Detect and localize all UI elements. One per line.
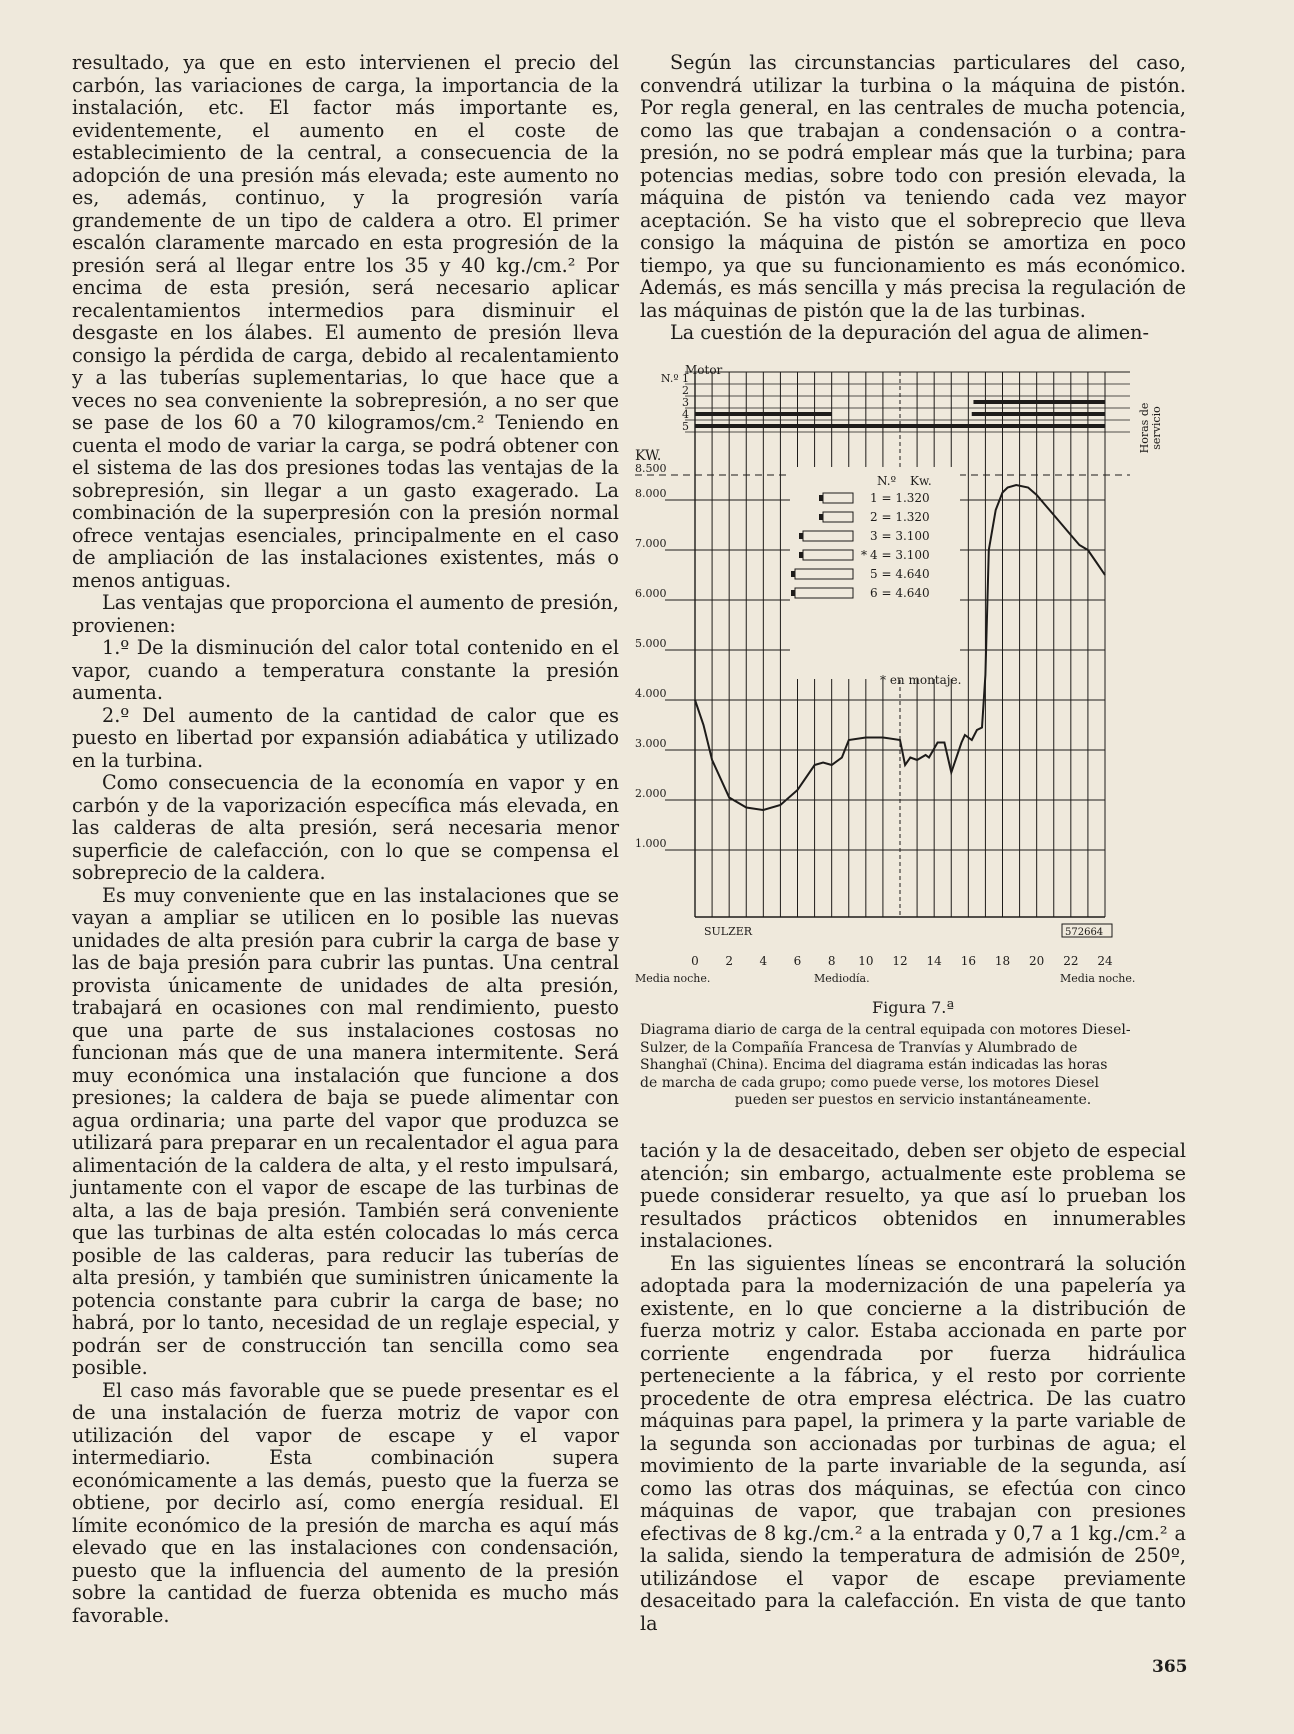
x-tick-label: 8 xyxy=(827,954,836,968)
motor-number-label: 3 xyxy=(682,396,689,409)
motor-number-label: 2 xyxy=(682,384,689,397)
legend-item: 3 = 3.100 xyxy=(870,529,930,543)
right-column-bottom xyxy=(640,1140,1186,1635)
legend-item: 4 = 3.100 xyxy=(870,548,930,562)
caption-line: Sulzer, de la Compañía Francesa de Tranvías y Alumbrado de xyxy=(640,1039,1078,1056)
x-tick-label: 24 xyxy=(1097,954,1113,968)
left-column xyxy=(72,52,619,1627)
x-tick-label: 6 xyxy=(793,954,802,968)
x-tick-label: 16 xyxy=(960,954,976,968)
legend-item: 6 = 4.640 xyxy=(870,586,930,600)
engine-symbol-flywheel xyxy=(799,533,803,539)
x-tick-label: 12 xyxy=(892,954,908,968)
legend-item: 1 = 1.320 xyxy=(870,491,930,505)
legend-note: * en montaje. xyxy=(880,673,962,687)
y-tick-label: 6.000 xyxy=(635,587,667,600)
paragraph: Según las circunstancias particulares del caso, convendrá utilizar la turbina o la máquina de pistón. Por regla general, en las centrales de mucha potencia, como las que trabajan a condensación o a contra-presión, no se podrá emplear más que la turbina; para potencias medias, sobre todo con presión elevada, la máquina de pistón va teniendo cada vez mayor aceptación. Se ha visto que el sobreprecio que lleva consigo la máquina de pistón se amortiza en poco tiempo, ya que su funcionamiento es más económico. Además, es más sencilla y más precisa la regulación de las máquinas de pistón que la de las turbinas. xyxy=(640,51,1186,322)
service-bar xyxy=(695,412,832,416)
paragraph: La cuestión de la depuración del agua de alimen- xyxy=(670,321,1149,344)
y-tick-label: 8.500 xyxy=(635,462,667,475)
engine-symbol-flywheel xyxy=(791,590,795,596)
paragraph: resultado, ya que en esto intervienen el precio del carbón, las variaciones de carga, la importancia de la instalación, etc. El factor más importante es, evidentemente, el aumento en el coste de establecimiento de la central, a consecuencia de la adopción de una presión más elevada; este aumento no es, además, continuo, y la progresión varía grandemente de un tipo de caldera a otro. El primer escalón claramente marcado en esta progresión de la presión será al llegar entre los 35 y 40 kg./cm.² Por encima de esta presión, será necesario aplicar recalentamientos intermedios para disminuir el desgaste en los álabes. El aumento de presión lleva consigo la pérdida de carga, debido al recalentamiento y a las tuberías suplementarias, lo que hace que a veces no sea conveniente la sobrepresión, a no ser que se pase de los 60 a 70 kilogramos/cm.² Teniendo en cuenta el modo de variar la carga, se podrá obtener con el sistema de las dos presiones todas las ventajas de la sobrepresión, sin llegar a un gasto exagerado. La combinación de la superpresión con la presión normal ofrece ventajas esenciales, principalmente en el caso de ampliación de las instalaciones existentes, más o menos antiguas. xyxy=(72,51,619,592)
engine-symbol-flywheel xyxy=(819,514,823,520)
paragraph: tación y la de desaceitado, deben ser objeto de especial atención; sin embargo, actualmente este problema se puede considerar resuelto, ya que así lo prueban los resultados prácticos obtenidos en innumerables instalaciones. xyxy=(640,1139,1186,1252)
y-tick-label: 5.000 xyxy=(635,637,667,650)
y-tick-label: 8.000 xyxy=(635,487,667,500)
hours-label-1: Horas de xyxy=(1138,402,1151,454)
legend-item: 2 = 1.320 xyxy=(870,510,930,524)
motor-legend xyxy=(790,467,961,687)
y-tick-label: 2.000 xyxy=(635,787,667,800)
caption-line: Shanghaï (China). Encima del diagrama están indicadas las horas xyxy=(640,1057,1108,1073)
paragraph: Como consecuencia de la economía en vapor y en carbón y de la vaporización específica más elevada, en las calderas de alta presión, será necesaria menor superficie de calefacción, con lo que se compensa el sobreprecio de la caldera. xyxy=(72,771,619,884)
hours-label-2: servicio xyxy=(1150,406,1163,450)
hours-label xyxy=(1138,403,1163,454)
y-tick-label: 7.000 xyxy=(635,537,667,550)
caption-line: Diagrama diario de carga de la central equipada con motores Diesel- xyxy=(640,1022,1131,1038)
motor-number-label: 5 xyxy=(682,420,689,433)
x-tick-label: 22 xyxy=(1063,954,1079,968)
legend-header-kw: Kw. xyxy=(910,474,932,488)
motor-number-labels xyxy=(661,372,689,433)
brand-label: SULZER xyxy=(704,925,753,938)
x-label-center: Mediodía. xyxy=(814,972,870,985)
load-diagram-chart xyxy=(635,362,1186,994)
x-label-left: Media noche. xyxy=(635,972,711,985)
engine-symbol-flywheel xyxy=(799,552,803,558)
x-tick-label: 4 xyxy=(759,954,768,968)
y-tick-label: 3.000 xyxy=(635,737,667,750)
service-bar xyxy=(695,424,1105,428)
paragraph: Las ventajas que proporciona el aumento de presión, provienen: xyxy=(72,591,619,637)
caption-line: pueden ser puestos en servicio instantáneamente. xyxy=(734,1092,1092,1108)
ref-number: 572664 xyxy=(1065,927,1104,938)
x-label-right: Media noche. xyxy=(1060,972,1136,985)
engine-symbol-flywheel xyxy=(819,495,823,501)
engine-symbol-flywheel xyxy=(791,571,795,577)
figure-caption xyxy=(640,1022,1186,1110)
caption-line: de marcha de cada grupo; como puede verse, los motores Diesel xyxy=(640,1074,1100,1091)
paragraph: 1.º De la disminución del calor total contenido en el vapor, cuando a temperatura constante la presión aumenta. xyxy=(72,636,619,704)
legend-mark: * xyxy=(861,548,867,562)
legend-item: 5 = 4.640 xyxy=(870,567,930,581)
x-tick-label: 2 xyxy=(725,954,733,968)
motor-label: Motor xyxy=(685,363,723,377)
x-tick-label: 10 xyxy=(858,954,874,968)
x-tick-label: 18 xyxy=(994,954,1011,968)
y-tick-label: 4.000 xyxy=(635,687,667,700)
right-column-top xyxy=(640,52,1186,345)
x-tick-label: 0 xyxy=(691,954,699,968)
x-tick-label: 20 xyxy=(1029,954,1045,968)
page-number: 365 xyxy=(1152,1657,1188,1677)
paragraph: En las siguientes líneas se encontrará la solución adoptada para la modernización de una papelería ya existente, en lo que concierne a la distribución de fuerza motriz y calor. Estaba accionada en parte por corriente engendrada por fuerza hidráulica perteneciente a la fábrica, y el resto por corriente procedente de otra empresa eléctrica. De las cuatro máquinas para papel, la primera y la parte variable de la segunda son accionadas por turbinas de agua; el movimiento de la parte invariable de la segunda, así como las otras dos máquinas, se efectúa con cinco máquinas de vapor, que trabajan con presiones efectivas de 8 kg./cm.² a la entrada y 0,7 a 1 kg./cm.² a la salida, siendo la temperatura de admisión de 250º, utilizándose el vapor de escape previamente desaceitado para la calefacción. En vista de que tanto la xyxy=(640,1251,1186,1635)
legend-header-no: N.º xyxy=(877,474,897,488)
paragraph: 2.º Del aumento de la cantidad de calor que es puesto en libertad por expansión adiabática y utilizado en la turbina. xyxy=(72,703,619,772)
motor-number-label: 4 xyxy=(682,408,689,421)
paragraph: El caso más favorable que se puede presentar es el de una instalación de fuerza motriz de vapor con utilización del vapor de escape y el vapor intermediario. Esta combinación supera económicamente a las demás, puesto que la fuerza se obtiene, por decirlo así, como energía residual. El límite económico de la presión de marcha es aquí más elevado que en las instalaciones con condensación, puesto que la influencia del aumento de la presión sobre la cantidad de fuerza obtenida es mucho más favorable. xyxy=(72,1378,619,1627)
y-tick-label: 1.000 xyxy=(635,837,667,850)
figure-7 xyxy=(635,362,1186,1122)
motor-number-label: N.º 1 xyxy=(660,372,689,385)
service-bar xyxy=(972,412,1105,416)
kw-label: KW. xyxy=(635,448,662,464)
service-bar xyxy=(973,400,1105,404)
x-tick-label: 14 xyxy=(926,954,942,968)
figure-title: Figura 7.ª xyxy=(872,998,954,1017)
paragraph: Es muy conveniente que en las instalaciones que se vayan a ampliar se utilicen en lo posible las nuevas unidades de alta presión para cubrir la carga de base y las de baja presión para cubrir las puntas. Una central provista únicamente de unidades de alta presión, trabajará en ocasiones con mal rendimiento, puesto que una parte de sus instalaciones costosas no funcionan más que de una manera intermitente. Será muy económica una instalación que funcione a dos presiones; la caldera de baja se puede alimentar con agua ordinaria; una parte del vapor que produzca se utilizará para preparar en un recalentador el agua para alimentación de la caldera de alta, y el resto impulsará, juntamente con el vapor de escape de las turbinas de alta, a las de baja presión. También será conveniente que las turbinas de alta estén colocadas lo más cerca posible de las calderas, para reducir las tuberías de alta presión, y también que suministren únicamente la potencia constante para cubrir la carga de base; no habrá, por lo tanto, necesidad de un reglaje especial, y podrán ser de construcción tan sencilla como sea posible. xyxy=(72,883,619,1379)
